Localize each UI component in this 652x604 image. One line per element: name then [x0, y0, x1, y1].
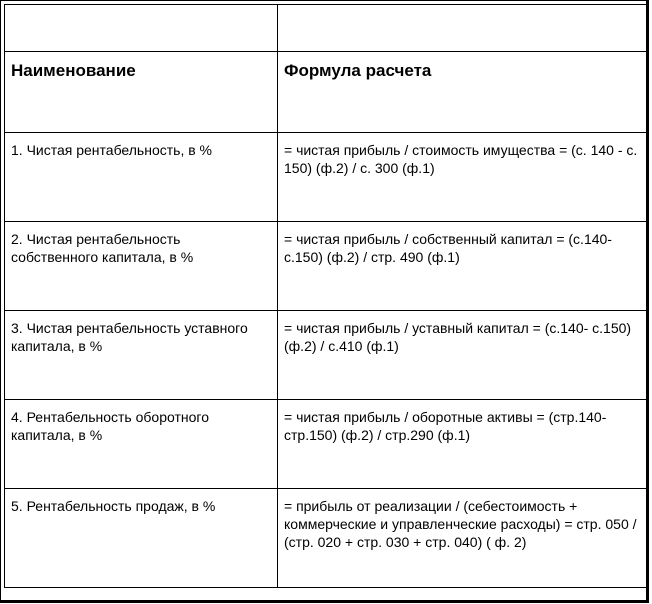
- table-row: [5, 489, 648, 588]
- indicator-name: 2. Чистая рентабельность собственного капитала, в %: [11, 231, 194, 265]
- header-name-cell: [5, 52, 278, 133]
- indicator-name: 1. Чистая рентабельность, в %: [11, 142, 212, 158]
- indicator-formula: = чистая прибыль / стоимость имущества = (с. 140 - с. 150) (ф.2) / с. 300 (ф.1): [284, 142, 638, 176]
- header-formula: Формула расчета: [284, 61, 432, 80]
- indicator-formula: = прибыль от реализации / (себестоимость + коммерческие и управленческие расходы) = стр. 050 / (стр. 020 + стр. 030 + стр. 040) ( ф. 2): [284, 498, 637, 550]
- header-name: Наименование: [11, 61, 136, 80]
- table-row: [5, 400, 648, 489]
- empty-cell: [5, 5, 278, 52]
- indicator-name: 4. Рентабельность оборотного капитала, в %: [11, 409, 209, 443]
- formula-cell: [278, 311, 648, 400]
- header-row: [5, 52, 648, 133]
- formula-cell: [278, 400, 648, 489]
- name-cell: [5, 222, 278, 311]
- indicator-formula: = чистая прибыль / уставный капитал = (с.140- с.150) (ф.2) / с.410 (ф.1): [284, 320, 632, 354]
- name-cell: [5, 489, 278, 588]
- formula-cell: [278, 222, 648, 311]
- header-formula-cell: [278, 52, 648, 133]
- profitability-table: [4, 4, 648, 588]
- indicator-name: 3. Чистая рентабельность уставного капитала, в %: [11, 320, 248, 354]
- name-cell: [5, 133, 278, 222]
- formula-cell: [278, 133, 648, 222]
- empty-cell: [278, 5, 648, 52]
- empty-row: [5, 5, 648, 52]
- indicator-formula: = чистая прибыль / собственный капитал = (с.140- с.150) (ф.2) / стр. 490 (ф.1): [284, 231, 612, 265]
- table-row: [5, 133, 648, 222]
- name-cell: [5, 400, 278, 489]
- table-row: [5, 311, 648, 400]
- indicator-formula: = чистая прибыль / оборотные активы = (стр.140- стр.150) (ф.2) / стр.290 (ф.1): [284, 409, 607, 443]
- indicator-name: 5. Рентабельность продаж, в %: [11, 498, 216, 514]
- table-row: [5, 222, 648, 311]
- formula-cell: [278, 489, 648, 588]
- name-cell: [5, 311, 278, 400]
